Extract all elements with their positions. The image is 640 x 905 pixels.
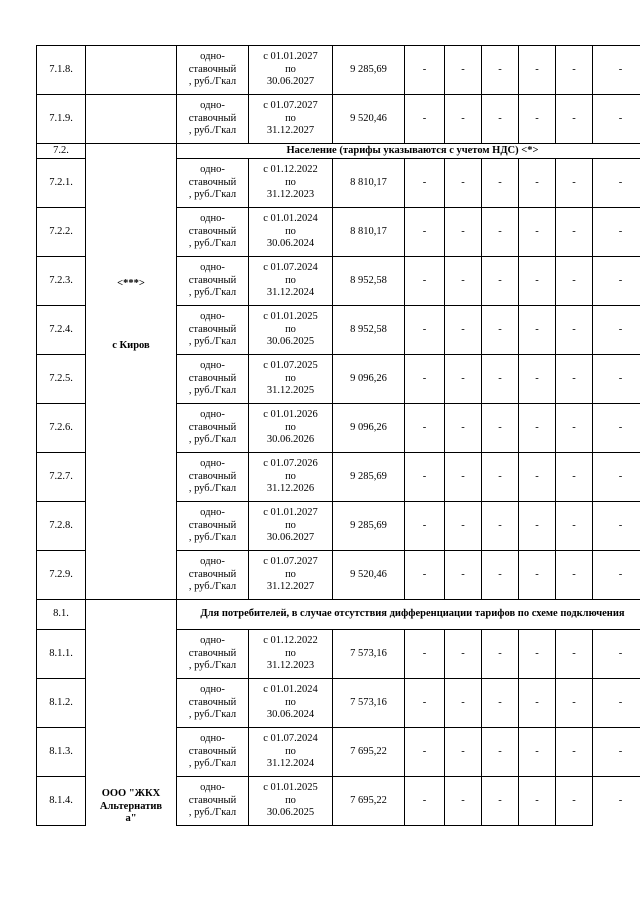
dash-cell: - xyxy=(519,453,556,502)
dash-cell: - xyxy=(405,679,445,728)
dash-cell: - xyxy=(405,777,445,826)
period-cell: с 01.07.2027 по 31.12.2027 xyxy=(249,551,333,600)
period-cell: с 01.12.2022 по 31.12.2023 xyxy=(249,630,333,679)
tariff-value: 9 096,26 xyxy=(333,404,405,453)
row-number: 7.2.4. xyxy=(37,306,86,355)
dash-cell: - xyxy=(482,453,519,502)
dash-cell: - xyxy=(445,46,482,95)
row-number: 8.1.1. xyxy=(37,630,86,679)
dash-cell: - xyxy=(482,306,519,355)
tariff-value: 7 695,22 xyxy=(333,777,405,826)
dash-cell: - xyxy=(556,257,593,306)
tariff-value: 7 695,22 xyxy=(333,728,405,777)
dash-cell: - xyxy=(405,306,445,355)
dash-cell: - xyxy=(593,630,640,679)
table-row xyxy=(37,95,640,144)
dash-cell: - xyxy=(405,630,445,679)
section-heading: Для потребителей, в случае отсутствия дифференциации тарифов по схеме подключения xyxy=(177,600,640,630)
dash-cell: - xyxy=(593,404,640,453)
dash-cell: - xyxy=(556,404,593,453)
dash-cell: - xyxy=(405,95,445,144)
dash-cell: - xyxy=(593,159,640,208)
period-cell: с 01.07.2026 по 31.12.2026 xyxy=(249,453,333,502)
unit-cell: одно- ставочный , руб./Гкал xyxy=(177,257,249,306)
dash-cell: - xyxy=(445,551,482,600)
tariff-value: 9 285,69 xyxy=(333,46,405,95)
row-number: 8.1.2. xyxy=(37,679,86,728)
dash-cell: - xyxy=(445,355,482,404)
dash-cell: - xyxy=(482,159,519,208)
row-number: 8.1.3. xyxy=(37,728,86,777)
dash-cell: - xyxy=(593,95,640,144)
unit-cell: одно- ставочный , руб./Гкал xyxy=(177,630,249,679)
tariff-value: 7 573,16 xyxy=(333,630,405,679)
unit-cell: одно- ставочный , руб./Гкал xyxy=(177,502,249,551)
tariff-value: 9 096,26 xyxy=(333,355,405,404)
tariff-value: 8 952,58 xyxy=(333,257,405,306)
dash-cell: - xyxy=(556,777,593,826)
tariff-table xyxy=(36,45,640,826)
section-heading: Население (тарифы указываются с учетом НДС) <*> xyxy=(177,144,640,159)
dash-cell: - xyxy=(556,95,593,144)
dash-cell: - xyxy=(593,257,640,306)
dash-cell: - xyxy=(556,728,593,777)
row-number: 8.1. xyxy=(37,600,86,630)
unit-cell: одно- ставочный , руб./Гкал xyxy=(177,355,249,404)
dash-cell: - xyxy=(519,777,556,826)
dash-cell: - xyxy=(556,208,593,257)
period-cell: с 01.01.2025 по 30.06.2025 xyxy=(249,777,333,826)
row-number: 7.1.8. xyxy=(37,46,86,95)
section-row xyxy=(37,144,640,159)
dash-cell: - xyxy=(556,453,593,502)
tariff-value: 8 952,58 xyxy=(333,306,405,355)
dash-cell: - xyxy=(482,404,519,453)
dash-cell: - xyxy=(593,502,640,551)
row-number: 7.2. xyxy=(37,144,86,159)
dash-cell: - xyxy=(593,679,640,728)
dash-cell: - xyxy=(405,208,445,257)
dash-cell: - xyxy=(482,257,519,306)
dash-cell: - xyxy=(519,257,556,306)
period-cell: с 01.01.2027 по 30.06.2027 xyxy=(249,46,333,95)
dash-cell: - xyxy=(405,257,445,306)
dash-cell: - xyxy=(519,306,556,355)
dash-cell: - xyxy=(556,355,593,404)
dash-cell: - xyxy=(405,728,445,777)
period-cell: с 01.12.2022 по 31.12.2023 xyxy=(249,159,333,208)
row-number: 7.2.2. xyxy=(37,208,86,257)
period-cell: с 01.07.2027 по 31.12.2027 xyxy=(249,95,333,144)
dash-cell: - xyxy=(445,257,482,306)
period-cell: с 01.01.2025 по 30.06.2025 xyxy=(249,306,333,355)
dash-cell: - xyxy=(556,679,593,728)
unit-cell: одно- ставочный , руб./Гкал xyxy=(177,728,249,777)
period-cell: с 01.01.2027 по 30.06.2027 xyxy=(249,502,333,551)
dash-cell: - xyxy=(593,453,640,502)
dash-cell: - xyxy=(519,679,556,728)
row-number: 7.2.7. xyxy=(37,453,86,502)
dash-cell: - xyxy=(445,630,482,679)
unit-cell: одно- ставочный , руб./Гкал xyxy=(177,777,249,826)
tariff-value: 9 520,46 xyxy=(333,95,405,144)
dash-cell: - xyxy=(556,551,593,600)
dash-cell: - xyxy=(556,159,593,208)
dash-cell: - xyxy=(445,777,482,826)
dash-cell: - xyxy=(405,551,445,600)
dash-cell: - xyxy=(445,728,482,777)
org-cell xyxy=(86,95,177,144)
row-number: 7.2.3. xyxy=(37,257,86,306)
dash-cell: - xyxy=(482,208,519,257)
tariff-value: 9 285,69 xyxy=(333,502,405,551)
row-number: 8.1.4. xyxy=(37,777,86,826)
dash-cell: - xyxy=(482,630,519,679)
tariff-value: 9 285,69 xyxy=(333,453,405,502)
dash-cell: - xyxy=(482,679,519,728)
unit-cell: одно- ставочный , руб./Гкал xyxy=(177,679,249,728)
dash-cell: - xyxy=(445,208,482,257)
dash-cell: - xyxy=(405,355,445,404)
section-row xyxy=(37,600,640,630)
period-cell: с 01.07.2025 по 31.12.2025 xyxy=(249,355,333,404)
dash-cell: - xyxy=(519,208,556,257)
tariff-value: 8 810,17 xyxy=(333,208,405,257)
dash-cell: - xyxy=(593,777,640,826)
dash-cell: - xyxy=(593,306,640,355)
row-number: 7.2.8. xyxy=(37,502,86,551)
unit-cell: одно- ставочный , руб./Гкал xyxy=(177,159,249,208)
dash-cell: - xyxy=(482,355,519,404)
dash-cell: - xyxy=(445,404,482,453)
tariff-value: 7 573,16 xyxy=(333,679,405,728)
org-cell xyxy=(86,46,177,95)
unit-cell: одно- ставочный , руб./Гкал xyxy=(177,306,249,355)
dash-cell: - xyxy=(556,306,593,355)
dash-cell: - xyxy=(405,502,445,551)
unit-cell: одно- ставочный , руб./Гкал xyxy=(177,46,249,95)
dash-cell: - xyxy=(593,208,640,257)
dash-cell: - xyxy=(519,159,556,208)
row-number: 7.2.6. xyxy=(37,404,86,453)
dash-cell: - xyxy=(405,404,445,453)
dash-cell: - xyxy=(445,679,482,728)
dash-cell: - xyxy=(405,46,445,95)
unit-cell: одно- ставочный , руб./Гкал xyxy=(177,208,249,257)
period-cell: с 01.01.2024 по 30.06.2024 xyxy=(249,208,333,257)
dash-cell: - xyxy=(556,46,593,95)
dash-cell: - xyxy=(519,502,556,551)
row-number: 7.2.1. xyxy=(37,159,86,208)
unit-cell: одно- ставочный , руб./Гкал xyxy=(177,551,249,600)
dash-cell: - xyxy=(556,502,593,551)
dash-cell: - xyxy=(519,355,556,404)
dash-cell: - xyxy=(445,159,482,208)
dash-cell: - xyxy=(519,46,556,95)
org-cell: ООО "ЖКХ Альтернатив а" xyxy=(86,600,177,826)
row-number: 7.1.9. xyxy=(37,95,86,144)
row-number: 7.2.5. xyxy=(37,355,86,404)
dash-cell: - xyxy=(593,46,640,95)
period-cell: с 01.07.2024 по 31.12.2024 xyxy=(249,257,333,306)
unit-cell: одно- ставочный , руб./Гкал xyxy=(177,95,249,144)
dash-cell: - xyxy=(519,728,556,777)
row-number: 7.2.9. xyxy=(37,551,86,600)
dash-cell: - xyxy=(519,630,556,679)
dash-cell: - xyxy=(445,306,482,355)
period-cell: с 01.07.2024 по 31.12.2024 xyxy=(249,728,333,777)
dash-cell: - xyxy=(482,95,519,144)
unit-cell: одно- ставочный , руб./Гкал xyxy=(177,453,249,502)
dash-cell: - xyxy=(445,502,482,551)
dash-cell: - xyxy=(593,551,640,600)
dash-cell: - xyxy=(556,630,593,679)
unit-cell: одно- ставочный , руб./Гкал xyxy=(177,404,249,453)
dash-cell: - xyxy=(482,551,519,600)
table-row xyxy=(37,46,640,95)
dash-cell: - xyxy=(405,453,445,502)
period-cell: с 01.01.2024 по 30.06.2024 xyxy=(249,679,333,728)
dash-cell: - xyxy=(593,355,640,404)
dash-cell: - xyxy=(519,95,556,144)
dash-cell: - xyxy=(482,502,519,551)
dash-cell: - xyxy=(405,159,445,208)
period-cell: с 01.01.2026 по 30.06.2026 xyxy=(249,404,333,453)
dash-cell: - xyxy=(445,95,482,144)
dash-cell: - xyxy=(482,777,519,826)
dash-cell: - xyxy=(445,453,482,502)
dash-cell: - xyxy=(593,728,640,777)
org-cell: <***> с Киров xyxy=(86,144,177,600)
tariff-value: 8 810,17 xyxy=(333,159,405,208)
dash-cell: - xyxy=(519,404,556,453)
dash-cell: - xyxy=(482,728,519,777)
tariff-value: 9 520,46 xyxy=(333,551,405,600)
dash-cell: - xyxy=(482,46,519,95)
dash-cell: - xyxy=(519,551,556,600)
